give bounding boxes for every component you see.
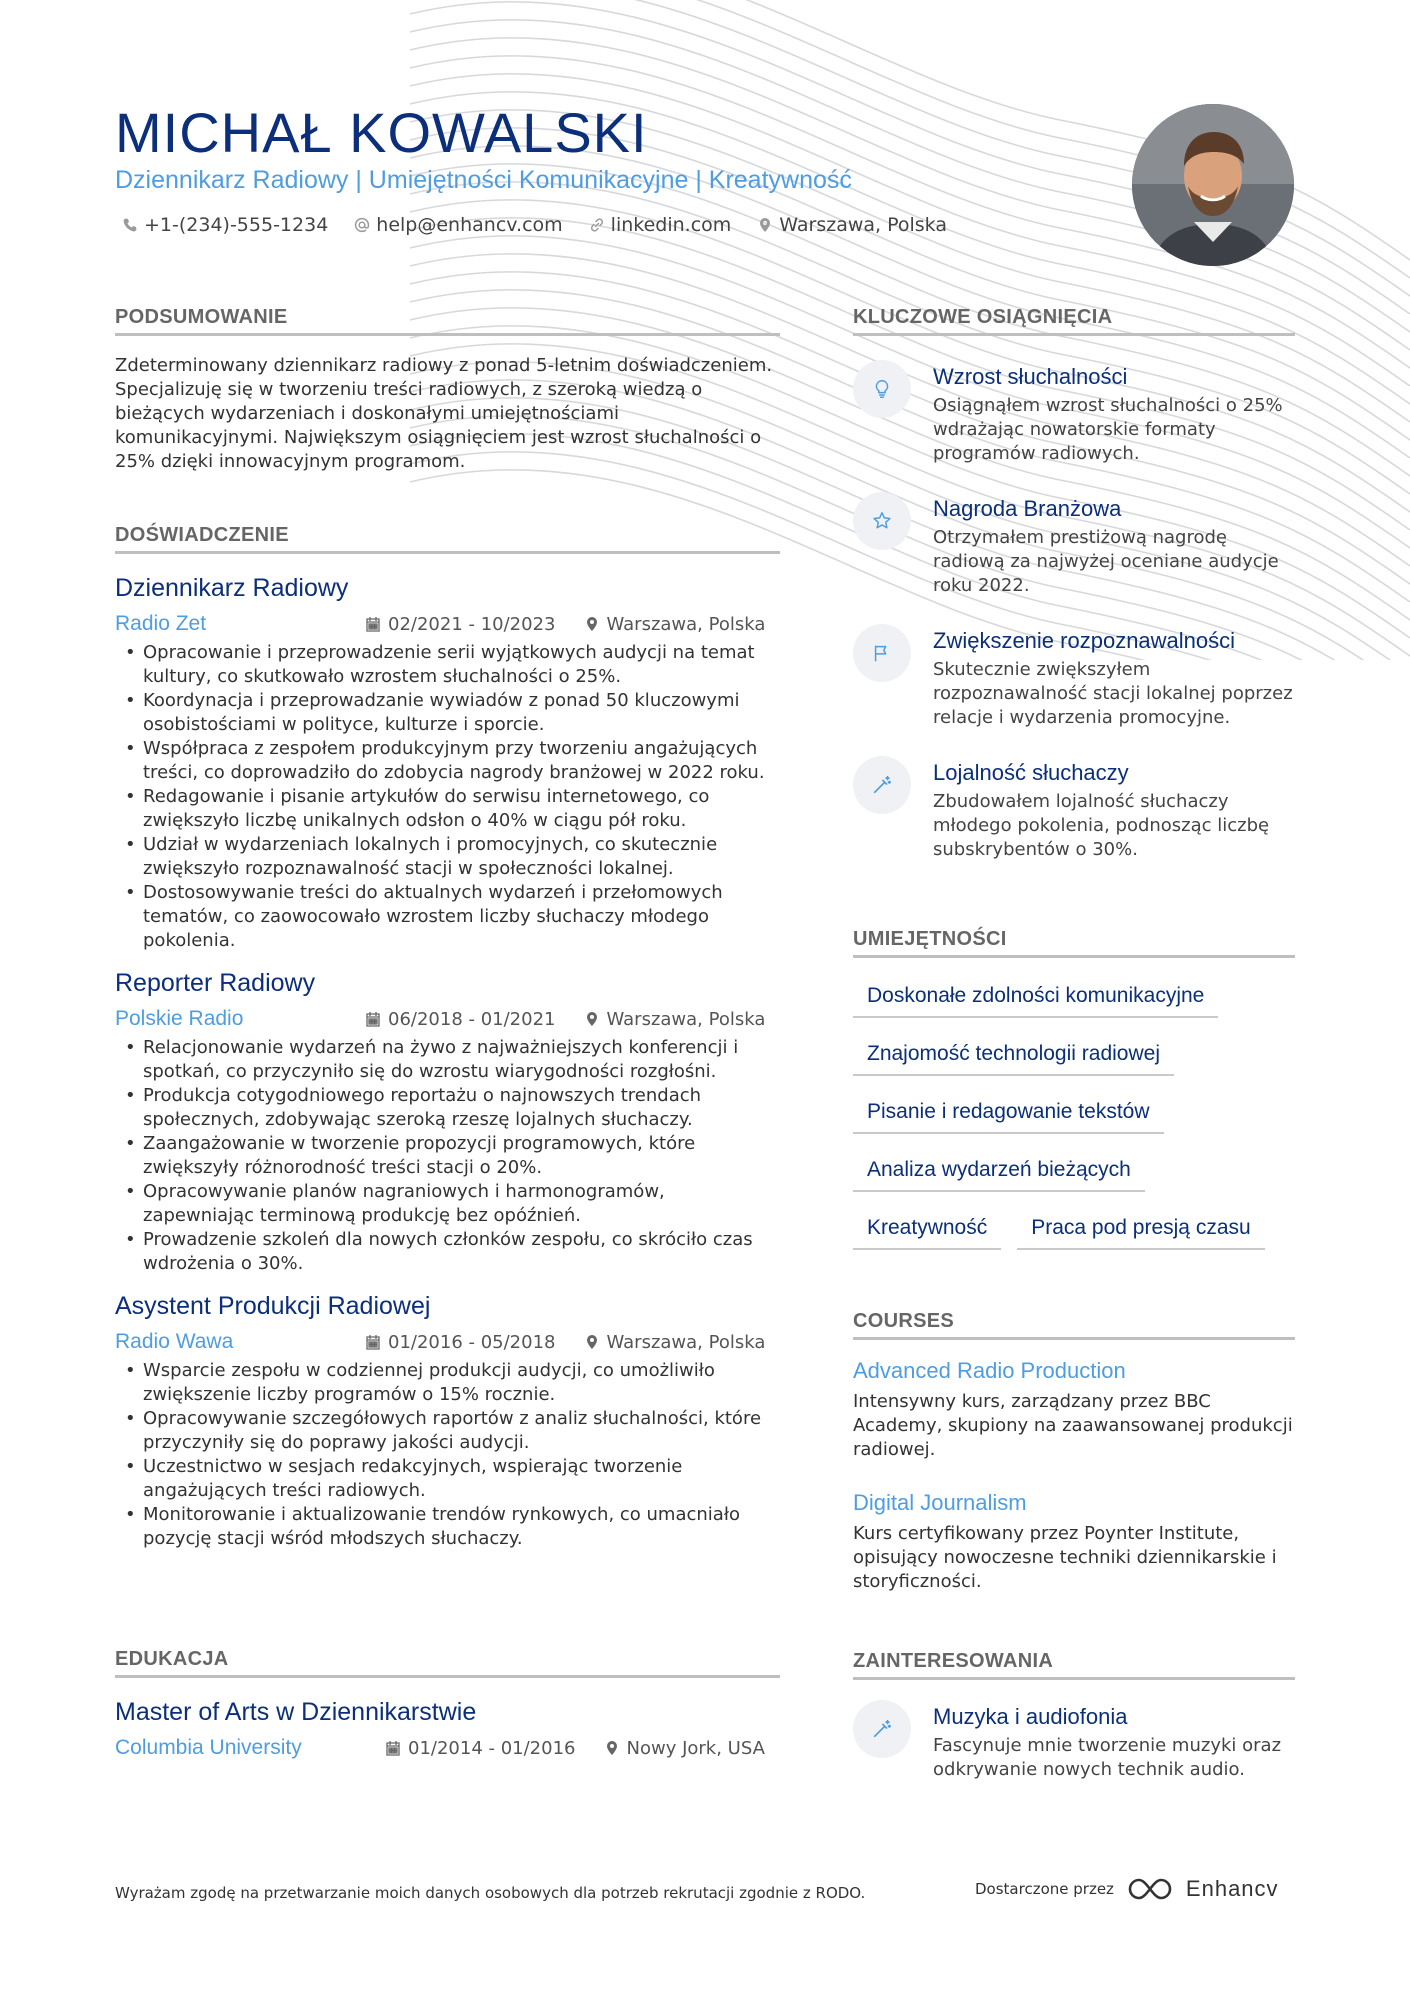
- job-location-text: Warszawa, Polska: [606, 613, 766, 635]
- contact-email[interactable]: [354, 214, 562, 236]
- avatar: [1132, 104, 1294, 266]
- job-dates-text: 06/2018 - 01/2021: [388, 1008, 556, 1030]
- achievement-icon-wrap: [853, 756, 911, 814]
- calendar-icon: [365, 616, 381, 632]
- link-icon: [589, 217, 605, 233]
- education-meta: [115, 1735, 780, 1761]
- location-pin-icon: [584, 616, 600, 632]
- degree-title: Master of Arts w Dziennikarstwie: [115, 1698, 477, 1726]
- star-icon: [871, 510, 893, 532]
- courses-heading: COURSES: [853, 1310, 1295, 1340]
- skill-tag: Praca pod presją czasu: [1017, 1210, 1264, 1250]
- course-title: Digital Journalism: [853, 1490, 1027, 1515]
- job-title: Asystent Produkcji Radiowej: [115, 1292, 431, 1320]
- job-entry: [115, 574, 780, 953]
- job-dates-text: 02/2021 - 10/2023: [388, 613, 556, 635]
- provided-by-label: Dostarczone przez: [975, 1880, 1114, 1898]
- course-item: [853, 1358, 1295, 1462]
- achievement-item: [853, 756, 1295, 862]
- job-bullets: [115, 1036, 780, 1276]
- bullet-item: • Uczestnictwo w sesjach redakcyjnych, wspierając tworzenie angażujących treści radiowych.: [115, 1455, 780, 1503]
- achievement-title: Wzrost słuchalności: [933, 364, 1128, 389]
- achievement-title: Nagroda Branżowa: [933, 496, 1122, 521]
- achievement-desc: Skutecznie zwiększyłem rozpoznawalność stacji lokalnej poprzez relacje i wydarzenia promocyjne.: [933, 659, 1293, 728]
- bullet-item: • Dostosowywanie treści do aktualnych wydarzeń i przełomowych tematów, co zaowocowało wzrostem liczby słuchaczy młodego pokolenia.: [115, 881, 780, 953]
- bullet-item: • Opracowywanie planów nagraniowych i harmonogramów, zapewniając terminową produkcję bez opóźnień.: [115, 1180, 780, 1228]
- course-desc: Kurs certyfikowany przez Poynter Institute, opisujący nowoczesne techniki dziennikarskie i storyficzności.: [853, 1523, 1277, 1592]
- course-title: Advanced Radio Production: [853, 1358, 1126, 1383]
- job-bullets: [115, 641, 780, 953]
- job-bullets: [115, 1359, 780, 1551]
- job-dates-text: 01/2016 - 05/2018: [388, 1331, 556, 1353]
- job-location: [584, 1332, 766, 1353]
- summary-heading: PODSUMOWANIE: [115, 306, 780, 336]
- achievement-item: [853, 360, 1295, 466]
- skill-tag: Znajomość technologii radiowej: [853, 1036, 1174, 1076]
- location-text: Warszawa, Polska: [779, 214, 947, 236]
- brand-name: Enhancv: [1185, 1876, 1279, 1901]
- contact-location: [757, 214, 947, 236]
- skills-section: [853, 928, 1295, 1250]
- company-name: Radio Wawa: [115, 1330, 234, 1353]
- achievement-body: [933, 756, 1295, 862]
- gdpr-consent: Wyrażam zgodę na przetwarzanie moich danych osobowych dla potrzeb rekrutacji zgodnie z RODO.: [115, 1884, 866, 1902]
- achievement-icon-wrap: [853, 492, 911, 550]
- phone-text: +1-(234)-555-1234: [144, 214, 329, 236]
- company-name: Polskie Radio: [115, 1007, 244, 1030]
- achievements-section: [853, 306, 1295, 862]
- skill-tag: Kreatywność: [853, 1210, 1001, 1250]
- courses-section: [853, 1310, 1295, 1594]
- bullet-item: • Zaangażowanie w tworzenie propozycji programowych, które zwiększyły różnorodność treści stacji o 20%.: [115, 1132, 780, 1180]
- bullet-item: • Monitorowanie i aktualizowanie trendów rynkowych, co umacniało pozycję stacji wśród młodszych słuchaczy.: [115, 1503, 780, 1551]
- profile-photo: [1132, 104, 1294, 266]
- achievement-desc: Otrzymałem prestiżową nagrodę radiową za najwyżej oceniane audycje roku 2022.: [933, 527, 1279, 596]
- achievement-body: [933, 624, 1295, 730]
- achievement-item: [853, 624, 1295, 730]
- achievement-icon-wrap: [853, 360, 911, 418]
- job-dates: [365, 1009, 556, 1030]
- job-title: Reporter Radiowy: [115, 969, 316, 997]
- summary-section: [115, 306, 780, 474]
- bullet-item: • Opracowanie i przeprowadzenie serii wyjątkowych audycji na temat kultury, co skutkowało wzrostem słuchalności o 25%.: [115, 641, 780, 689]
- interest-title: Muzyka i audiofonia: [933, 1704, 1128, 1729]
- job-location-text: Warszawa, Polska: [606, 1331, 766, 1353]
- lightbulb-icon: [871, 378, 893, 400]
- education-entry: [115, 1698, 780, 1761]
- interest-desc: Fascynuje mnie tworzenie muzyki oraz odkrywanie nowych technik audio.: [933, 1735, 1282, 1780]
- location-pin-icon: [604, 1740, 620, 1756]
- bullet-item: • Relacjonowanie wydarzeń na żywo z najważniejszych konferencji i spotkań, co przyczyniło się do wzrostu wiarygodności rozgłośni.: [115, 1036, 780, 1084]
- skill-tag: Pisanie i redagowanie tekstów: [853, 1094, 1164, 1134]
- interest-item: [853, 1700, 1295, 1782]
- location-pin-icon: [757, 217, 773, 233]
- flag-icon: [871, 642, 893, 664]
- education-dates: [385, 1738, 576, 1759]
- email-text: help@enhancv.com: [376, 214, 563, 236]
- job-dates: [365, 1332, 556, 1353]
- job-meta: [115, 1006, 780, 1032]
- experience-heading: DOŚWIADCZENIE: [115, 524, 780, 554]
- education-section: [115, 1648, 780, 1761]
- achievement-item: [853, 492, 1295, 598]
- linkedin-text: linkedin.com: [610, 214, 732, 236]
- job-meta: [115, 611, 780, 637]
- skills-list: [853, 978, 1295, 1250]
- achievement-desc: Osiągnąłem wzrost słuchalności o 25% wdrażając nowatorskie formaty programów radiowych.: [933, 395, 1283, 464]
- summary-text: Zdeterminowany dziennikarz radiowy z ponad 5-letnim doświadczeniem. Specjalizuję się w tworzeniu treści radiowych, z szeroką wiedzą o bieżących wydarzeniach i doskonałymi umiejętnościami komunikacyjnymi. Największym osiągnięciem jest wzrost słuchalności o 25% dzięki innowacyjnym programom.: [115, 355, 773, 472]
- education-heading: EDUKACJA: [115, 1648, 780, 1678]
- calendar-icon: [365, 1011, 381, 1027]
- calendar-icon: [385, 1740, 401, 1756]
- candidate-name: MICHAŁ KOWALSKI: [115, 101, 648, 164]
- interest-icon-wrap: [853, 1700, 911, 1758]
- company-name: Radio Zet: [115, 612, 207, 635]
- bullet-item: • Udział w wydarzeniach lokalnych i promocyjnych, co skutecznie zwiększyło rozpoznawalność stacji w społeczności lokalnej.: [115, 833, 780, 881]
- calendar-icon: [365, 1334, 381, 1350]
- job-location-text: Warszawa, Polska: [606, 1008, 766, 1030]
- bullet-item: • Współpraca z zespołem produkcyjnym przy tworzeniu angażujących treści, co doprowadziło do zdobycia nagrody branżowej w 2022 roku.: [115, 737, 780, 785]
- bullet-item: • Wsparcie zespołu w codziennej produkcji audycji, co umożliwiło zwiększenie liczby programów o 15% rocznie.: [115, 1359, 780, 1407]
- contact-linkedin[interactable]: [589, 214, 732, 236]
- achievements-heading: KLUCZOWE OSIĄGNIĘCIA: [853, 306, 1295, 336]
- interests-section: [853, 1650, 1295, 1782]
- education-location-text: Nowy Jork, USA: [626, 1737, 765, 1759]
- education-location: [604, 1738, 765, 1759]
- experience-section: [115, 524, 780, 1551]
- at-icon: [354, 217, 370, 233]
- job-title: Dziennikarz Radiowy: [115, 574, 349, 602]
- achievement-body: [933, 492, 1295, 598]
- job-entry: [115, 969, 780, 1276]
- skill-tag: Doskonałe zdolności komunikacyjne: [853, 978, 1218, 1018]
- branding[interactable]: [975, 1876, 1279, 1902]
- job-location: [584, 614, 766, 635]
- bullet-item: • Prowadzenie szkoleń dla nowych członków zespołu, co skróciło czas wdrożenia o 30%.: [115, 1228, 780, 1276]
- job-dates: [365, 614, 556, 635]
- interests-heading: ZAINTERESOWANIA: [853, 1650, 1295, 1680]
- achievement-title: Zwiększenie rozpoznawalności: [933, 628, 1236, 653]
- course-item: [853, 1490, 1295, 1594]
- bullet-item: • Produkcja cotygodniowego reportażu o najnowszych trendach społecznych, zdobywając szeroką rzeszę lojalnych słuchaczy.: [115, 1084, 780, 1132]
- job-location: [584, 1009, 766, 1030]
- skills-heading: UMIEJĘTNOŚCI: [853, 928, 1295, 958]
- magic-wand-icon: [871, 1718, 893, 1740]
- enhancv-logo-icon: [1126, 1876, 1174, 1902]
- achievement-desc: Zbudowałem lojalność słuchaczy młodego pokolenia, podnosząc liczbę subskrybentów o 30%.: [933, 791, 1270, 860]
- location-pin-icon: [584, 1011, 600, 1027]
- bullet-item: • Redagowanie i pisanie artykułów do serwisu internetowego, co zwiększyło liczbę unikalnych odsłon o 40% w ciągu pół roku.: [115, 785, 780, 833]
- headline: Dziennikarz Radiowy | Umiejętności Komunikacyjne | Kreatywność: [115, 166, 852, 194]
- education-dates-text: 01/2014 - 01/2016: [408, 1737, 576, 1759]
- achievement-body: [933, 360, 1295, 466]
- magic-wand-icon: [871, 774, 893, 796]
- bullet-item: • Opracowywanie szczegółowych raportów z analiz słuchalności, które przyczyniły się do poprawy jakości audycji.: [115, 1407, 780, 1455]
- job-meta: [115, 1329, 780, 1355]
- job-entry: [115, 1292, 780, 1551]
- achievement-icon-wrap: [853, 624, 911, 682]
- location-pin-icon: [584, 1334, 600, 1350]
- skill-tag: Analiza wydarzeń bieżących: [853, 1152, 1145, 1192]
- school-name: Columbia University: [115, 1736, 302, 1759]
- bullet-item: • Koordynacja i przeprowadzanie wywiadów z ponad 50 kluczowymi osobistościami w polityce, kulturze i sporcie.: [115, 689, 780, 737]
- phone-icon: [122, 217, 138, 233]
- contact-phone[interactable]: [122, 214, 328, 236]
- interest-body: [933, 1700, 1295, 1782]
- contact-bar: [122, 214, 947, 236]
- course-desc: Intensywny kurs, zarządzany przez BBC Academy, skupiony na zaawansowanej produkcji radiowej.: [853, 1391, 1293, 1460]
- achievement-title: Lojalność słuchaczy: [933, 760, 1129, 785]
